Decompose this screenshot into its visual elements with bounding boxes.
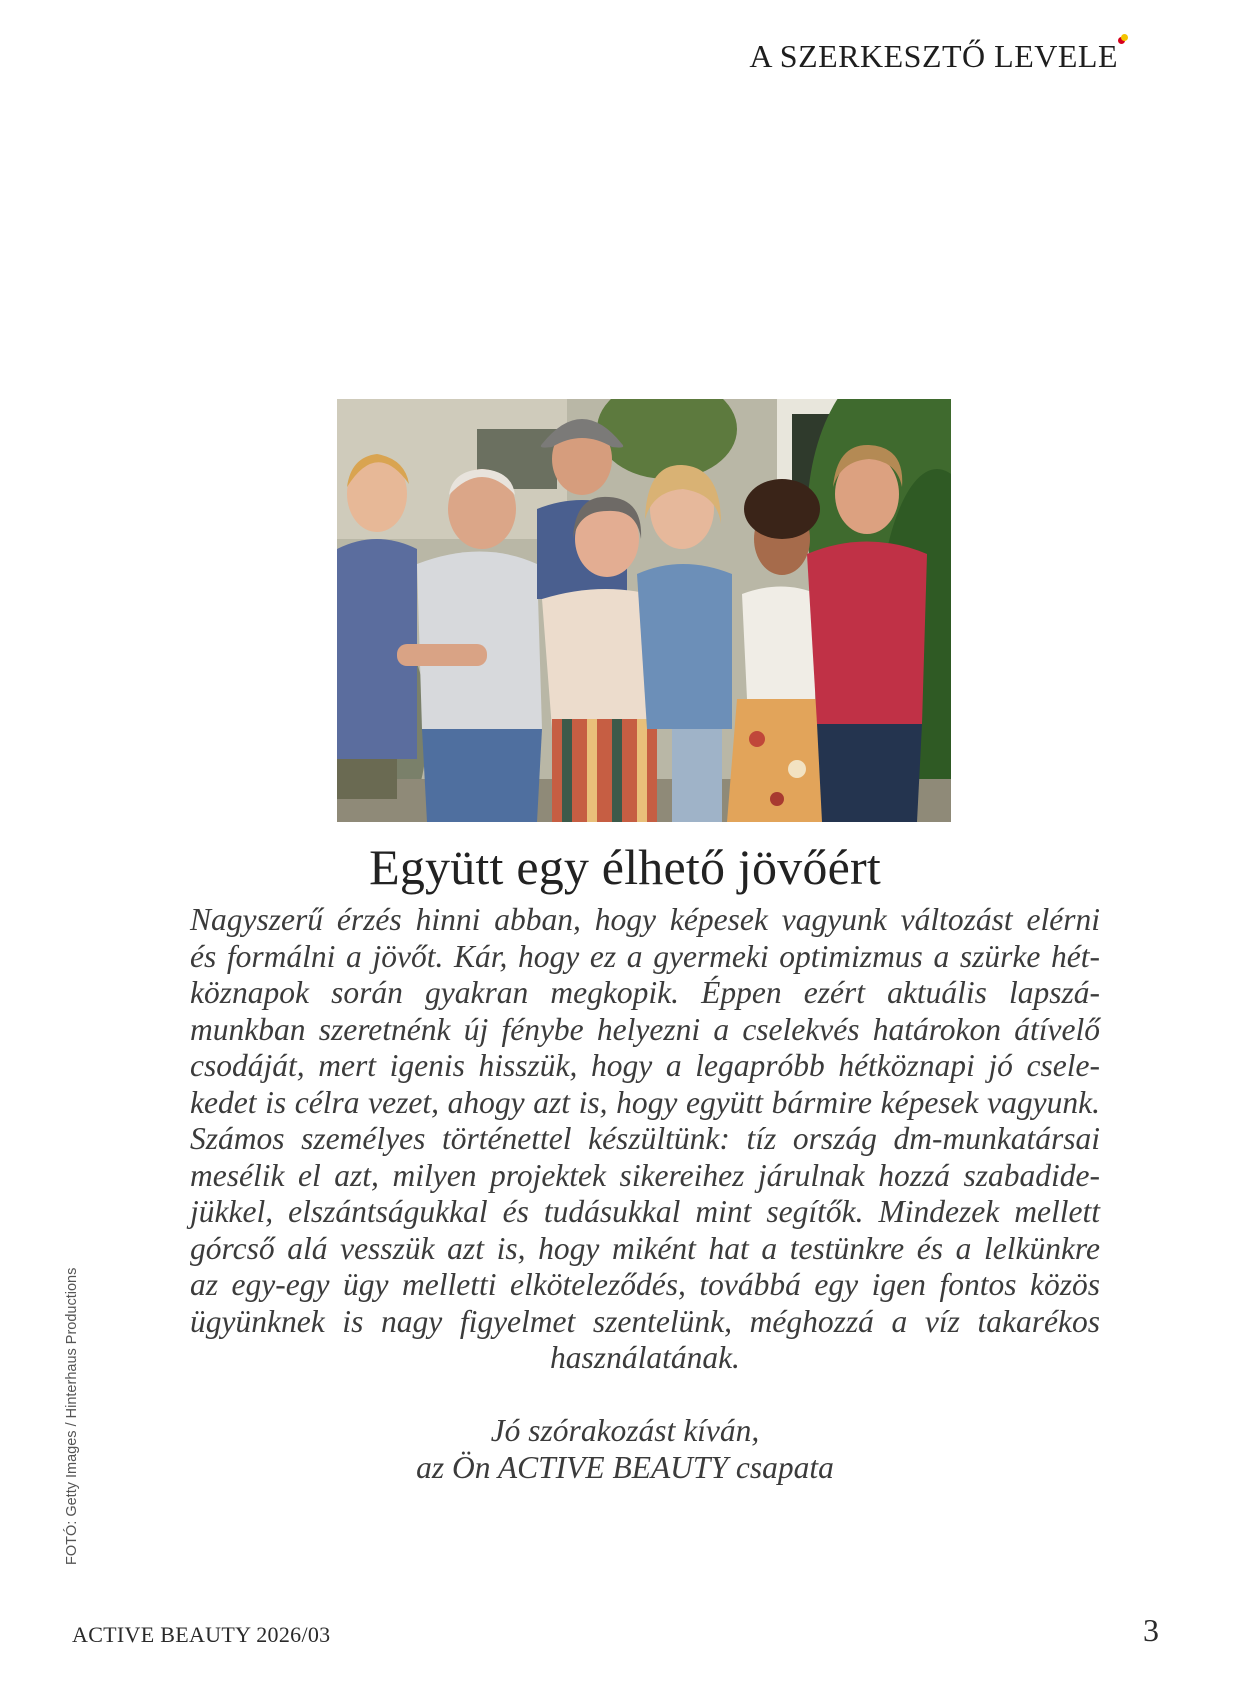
body-line: ügyünknek is nagy figyelmet szentelünk, méghozzá a víz takarékos [190,1303,1100,1339]
body-line: csodáját, mert igenis hisszük, hogy a legapróbb hétköznapi jó csele- [190,1048,1100,1083]
signoff [0,1412,1250,1486]
body-line: Számos személyes történettel készültünk: tíz ország dm-munkatársai [190,1121,1100,1156]
brand-mark-icon [1121,34,1128,41]
body-line: mesélik el azt, milyen projektek sikereihez járulnak hozzá szabadide- [190,1157,1100,1193]
body-line: és formálni a jövőt. Kár, hogy ez a gyermeki optimizmus a szürke hét- [190,938,1100,974]
photo-credit: FOTÓ: Getty Images / Hinterhaus Productions [64,1267,80,1565]
section-label: A SZERKESZTŐ LEVELE [749,38,1118,74]
article-headline: Együtt egy élhető jövőért [369,839,881,895]
article-body [190,902,1100,1377]
signoff-greeting: Jó szórakozást kíván, [490,1413,760,1448]
body-line: köznapok során gyakran megkopik. Éppen ezért aktuális lapszá- [190,975,1100,1010]
group-photo [337,399,951,822]
body-line: jükkel, elszántságukkal és tudásukkal mint segítők. Mindezek mellett [190,1194,1100,1229]
body-line: munkban szeretnénk új fénybe helyezni a cselekvés határokon átívelő [190,1011,1100,1047]
body-line: górcső alá vesszük azt is, hogy miként hat a testünkre és a lelkünkre [190,1230,1100,1266]
body-line: Nagyszerű érzés hinni abban, hogy képesek vagyunk változást elérni [190,902,1100,937]
body-line: használatának. [550,1340,740,1375]
body-line: kedet is célra vezet, ahogy azt is, hogy együtt bármire képesek vagyunk. [190,1084,1100,1120]
signoff-team: az Ön ACTIVE BEAUTY csapata [416,1450,834,1485]
page-number: 3 [1143,1612,1159,1648]
group-photo-illustration [337,399,951,822]
body-line: az egy-egy ügy melletti elköteleződés, továbbá egy igen fontos közös [190,1267,1100,1302]
magazine-issue: ACTIVE BEAUTY 2026/03 [72,1622,331,1647]
